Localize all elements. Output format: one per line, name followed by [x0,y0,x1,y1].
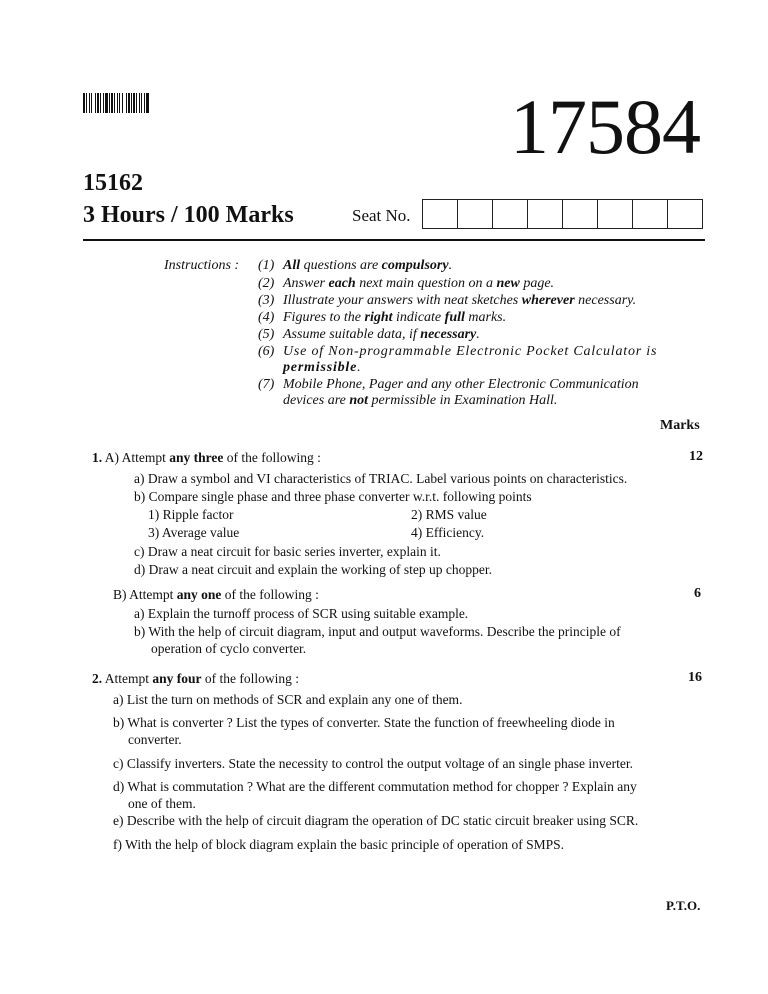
instruction-number: (5) [258,327,275,342]
q1-b-item-a: a) Explain the turnoff process of SCR using suitable example. [134,606,469,621]
q1-part-a-heading [92,449,321,467]
q1-a-item-c: c) Draw a neat circuit for basic series inverter, explain it. [134,544,441,559]
instruction-text: Assume suitable data, if necessary. [283,327,480,342]
instruction-text: Mobile Phone, Pager and any other Electronic Communication devices are not permissible in Examination Hall. [283,377,639,408]
seat-number-boxes[interactable] [422,199,703,229]
instruction-number: (7) [258,377,275,392]
seat-digit-box[interactable] [423,200,458,228]
q1-a-post: of the following : [223,450,321,465]
instruction-number: (3) [258,293,275,308]
q1-a-point-2: 2) RMS value [411,507,487,522]
q2-item-a: a) List the turn on methods of SCR and explain any one of them. [113,692,463,707]
q2-item-b-cont: converter. [128,732,182,747]
q1-b-item-b: b) With the help of circuit diagram, input and output waveforms. Describe the principle of [134,624,621,639]
instruction-item [258,377,675,409]
instruction-number: (6) [258,344,275,359]
q2-emph: any four [152,671,202,686]
q2-item-f: f) With the help of block diagram explain the basic principle of operation of SMPS. [113,837,564,852]
q2-pre: Attempt [104,671,153,686]
q1-part-b-marks: 6 [694,586,701,601]
q1-part-a-label: A) [104,450,120,465]
q2-marks: 16 [688,670,702,685]
seat-digit-box[interactable] [458,200,493,228]
instructions-label: Instructions : [164,258,240,273]
q1-b-post: of the following : [221,587,319,602]
q1-a-item-d: d) Draw a neat circuit and explain the working of step up chopper. [134,562,493,577]
seat-digit-box[interactable] [598,200,633,228]
instruction-number: (2) [258,276,275,291]
q1-a-pre: Attempt [121,450,170,465]
seat-digit-box[interactable] [528,200,563,228]
q1-a-item-b: b) Compare single phase and three phase converter w.r.t. following points [134,489,532,504]
seat-digit-box[interactable] [668,200,702,228]
instruction-item [258,344,675,376]
instruction-text: Figures to the right indicate full marks. [283,310,507,325]
q2-item-c: c) Classify inverters. State the necessity to control the output voltage of an single phase inverter. [113,756,633,771]
instruction-text: Answer each next main question on a new page. [283,276,555,291]
q2-heading [92,670,299,688]
instruction-text: All questions are compulsory. [283,258,453,273]
q1-a-emph: any three [169,450,224,465]
q1-b-emph: any one [176,587,222,602]
instruction-number: (1) [258,258,275,273]
q1-b-item-b-cont: operation of cyclo converter. [151,641,307,656]
instruction-item [258,293,675,309]
q1-number: 1. [92,450,103,465]
q2-post: of the following : [201,671,300,686]
q1-b-pre: Attempt [129,587,177,602]
instruction-item [258,310,675,326]
q1-part-a-marks: 12 [689,449,703,464]
instruction-text: Use of Non-programmable Electronic Pocket Calculator is permissible. [283,344,658,375]
q2-item-b: b) What is converter ? List the types of converter. State the function of freewheeling diode in [113,715,615,730]
instruction-item [258,327,675,343]
paper-code: 17584 [510,83,700,170]
seat-number-label: Seat No. [352,206,411,225]
header-divider [83,239,705,241]
seat-digit-box[interactable] [493,200,528,228]
q1-a-point-1: 1) Ripple factor [148,507,234,522]
q1-a-item-a: a) Draw a symbol and VI characteristics of TRIAC. Label various points on characteristics. [134,471,628,486]
q1-part-b-label: B) [113,587,127,602]
instruction-item [258,258,675,274]
instruction-text: Illustrate your answers with neat sketches wherever necessary. [283,293,637,308]
q2-number: 2. [92,671,103,686]
seat-digit-box[interactable] [563,200,598,228]
q1-part-b-heading [113,586,319,604]
q2-item-d: d) What is commutation ? What are the different commutation method for chopper ? Explain any [113,779,637,794]
instruction-number: (4) [258,310,275,325]
duration-marks: 3 Hours / 100 Marks [83,202,294,228]
q1-a-point-4: 4) Efficiency. [411,525,485,540]
q2-item-e: e) Describe with the help of circuit diagram the operation of DC static circuit breaker using SCR. [113,813,639,828]
subject-code: 15162 [83,170,143,196]
q1-a-point-3: 3) Average value [148,525,240,540]
instruction-item [258,276,675,292]
barcode [83,93,181,113]
seat-digit-box[interactable] [633,200,668,228]
please-turn-over: P.T.O. [666,898,701,913]
marks-column-header: Marks [660,418,700,433]
q2-item-d-cont: one of them. [128,796,196,811]
